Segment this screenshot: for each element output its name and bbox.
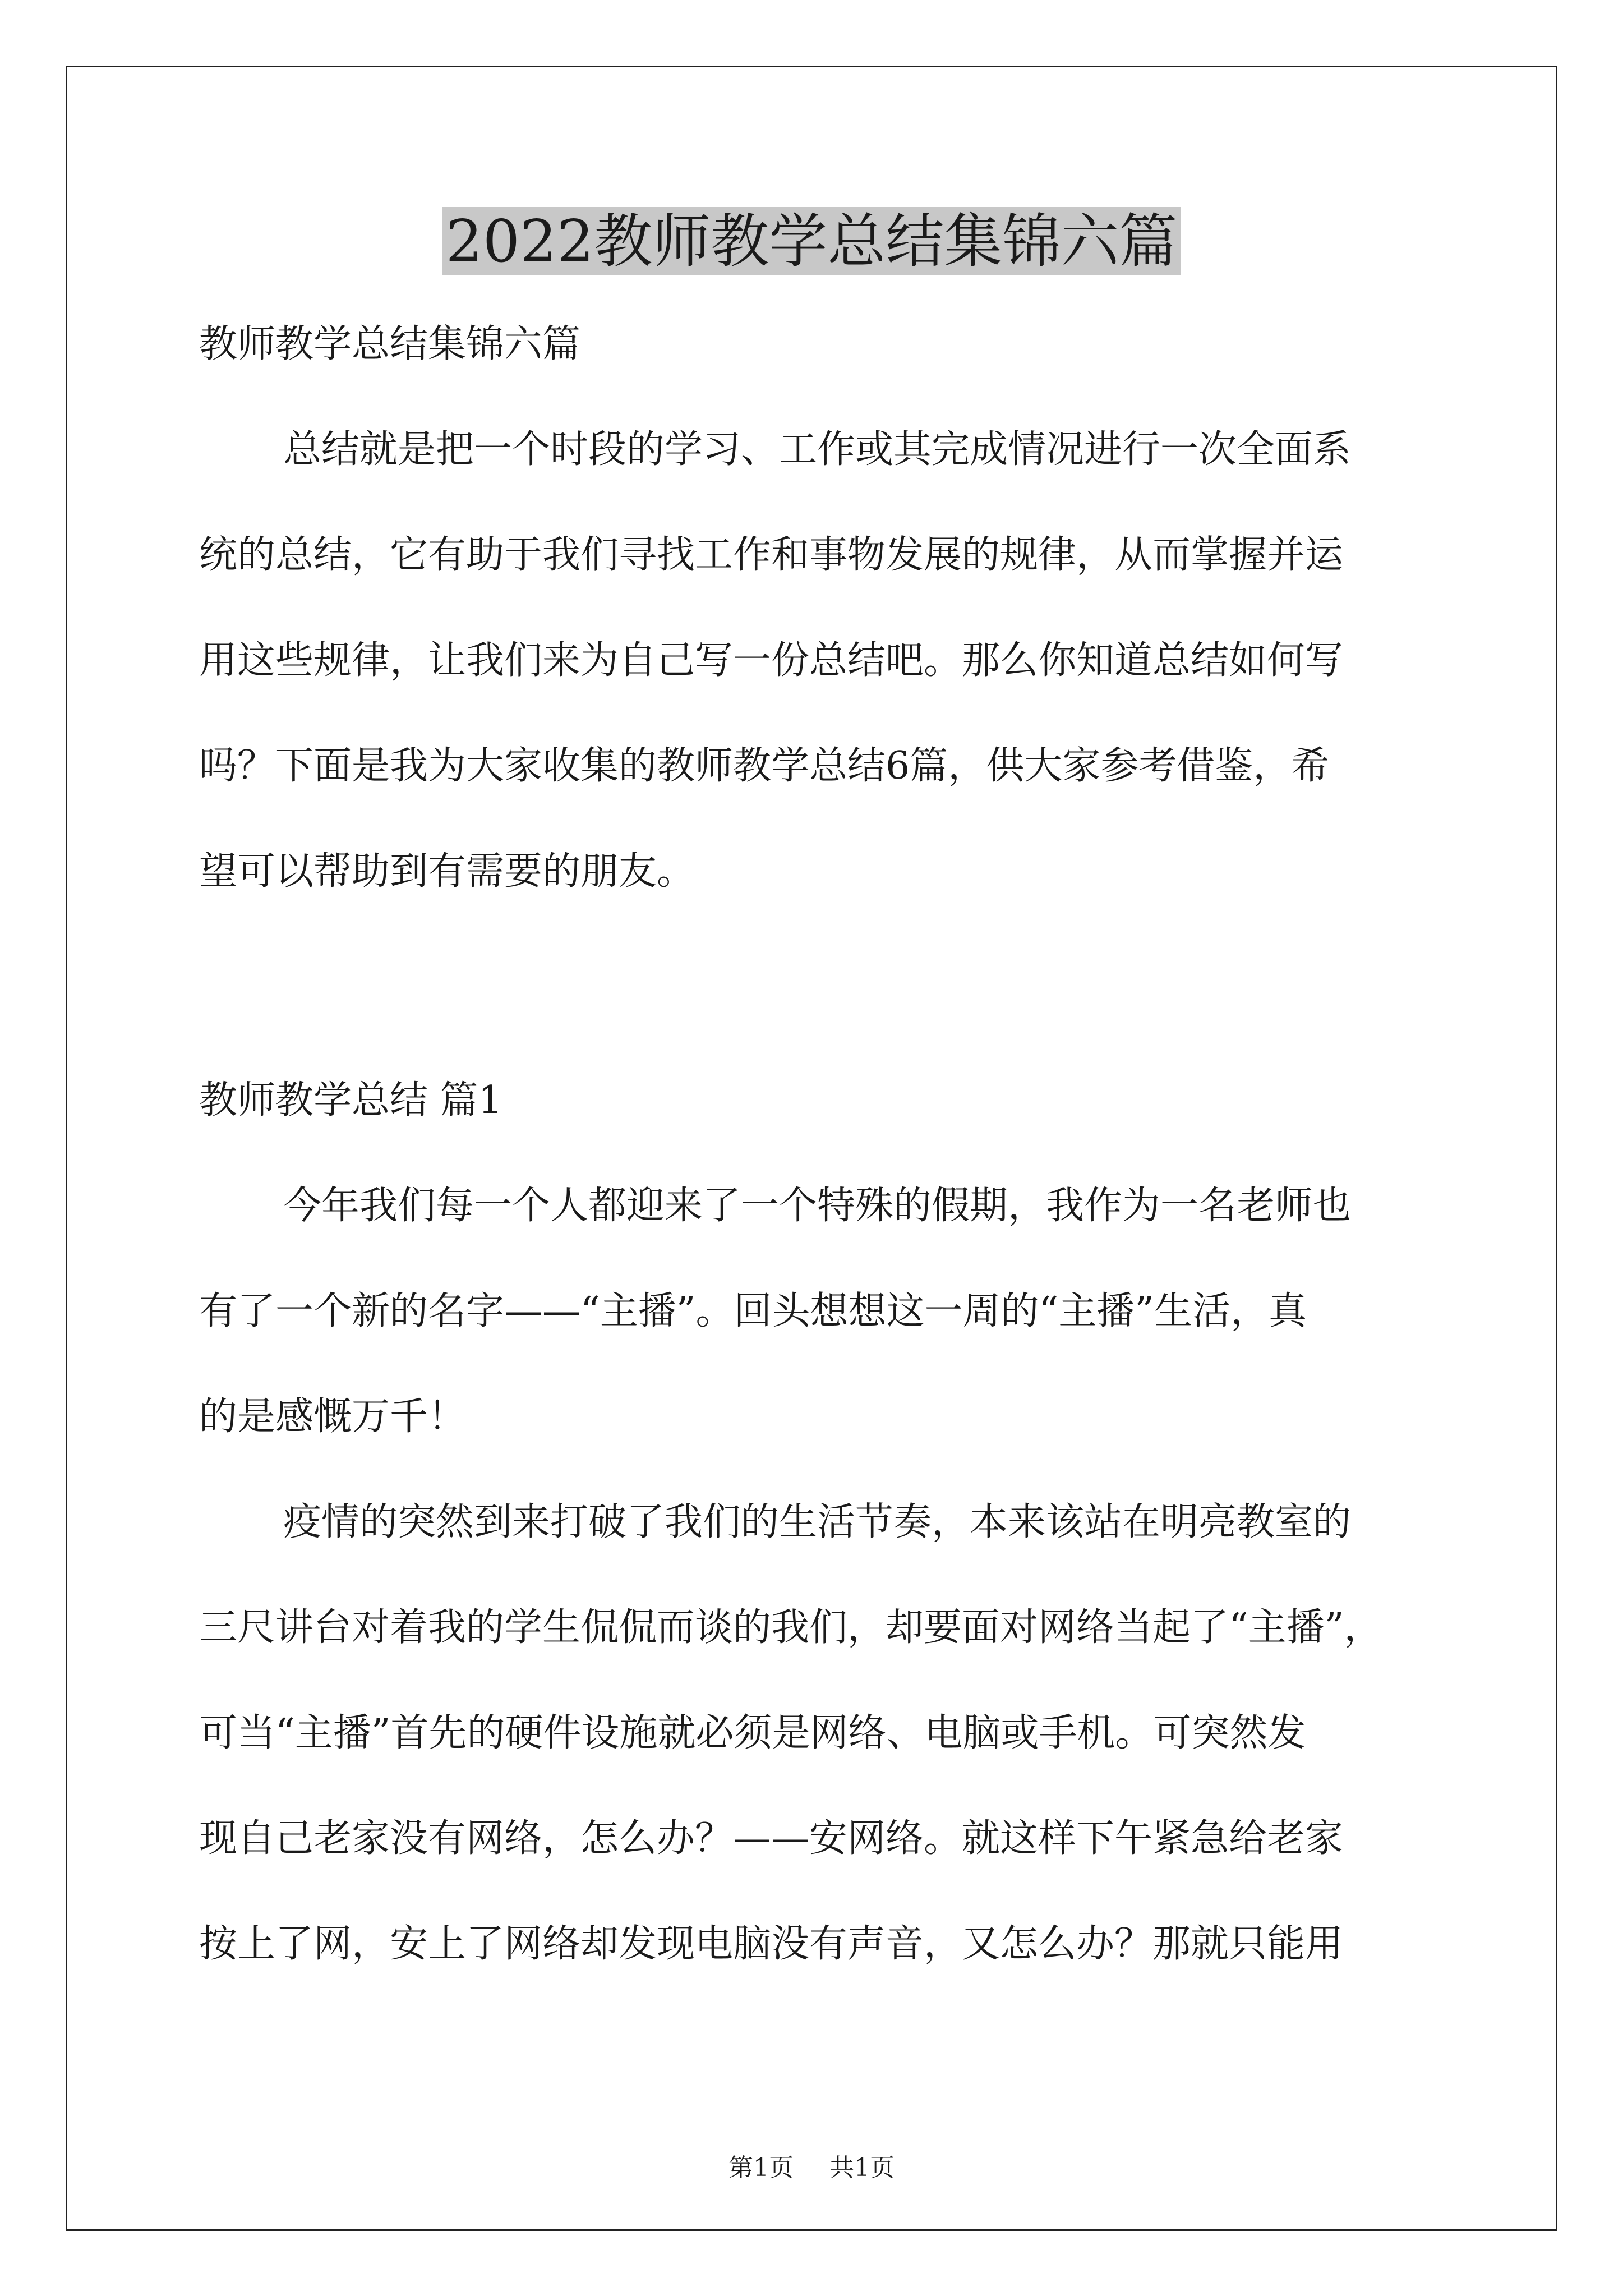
- page-number: 第1页: [728, 2154, 794, 2182]
- text-line: 教师教学总结集锦六篇: [199, 322, 581, 366]
- text-line: 教师教学总结 篇1: [199, 1078, 502, 1122]
- text-line: 的是感慨万千！: [199, 1395, 467, 1439]
- text-line: 统的总结，它有助于我们寻找工作和事物发展的规律，从而掌握并运: [199, 533, 1344, 577]
- text-line: 吗？下面是我为大家收集的教师教学总结6篇，供大家参考借鉴，希: [199, 744, 1330, 788]
- document-title: [0, 202, 1623, 280]
- text-line: 疫情的突然到来打破了我们的生活节奏，本来该站在明亮教室的: [283, 1500, 1352, 1544]
- text-line: 有了一个新的名字——“主播”。回头想想这一周的“主播”生活，真: [199, 1289, 1307, 1333]
- text-line: 可当“主播”首先的硬件设施就必须是网络、电脑或手机。可突然发: [199, 1711, 1306, 1755]
- text-line: 现自己老家没有网络，怎么办？——安网络。就这样下午紧急给老家: [199, 1816, 1344, 1861]
- text-line: 望可以帮助到有需要的朋友。: [199, 849, 695, 894]
- paragraph-gap: [199, 933, 1436, 1039]
- page-total: 共1页: [829, 2154, 895, 2182]
- text-line: 今年我们每一个人都迎来了一个特殊的假期，我作为一名老师也: [283, 1184, 1352, 1228]
- document-title-text: 2022教师教学总结集锦六篇: [442, 207, 1181, 275]
- document-body: [199, 292, 1436, 1997]
- page-footer: [0, 2151, 1623, 2185]
- text-line: 用这些规律，让我们来为自己写一份总结吧。那么你知道总结如何写: [199, 638, 1344, 683]
- text-line: 按上了网，安上了网络却发现电脑没有声音，又怎么办？那就只能用: [199, 1922, 1344, 1966]
- text-line: 三尺讲台对着我的学生侃侃而谈的我们，却要面对网络当起了“主播”，: [199, 1605, 1382, 1650]
- text-line: 总结就是把一个时段的学习、工作或其完成情况进行一次全面系: [283, 427, 1352, 472]
